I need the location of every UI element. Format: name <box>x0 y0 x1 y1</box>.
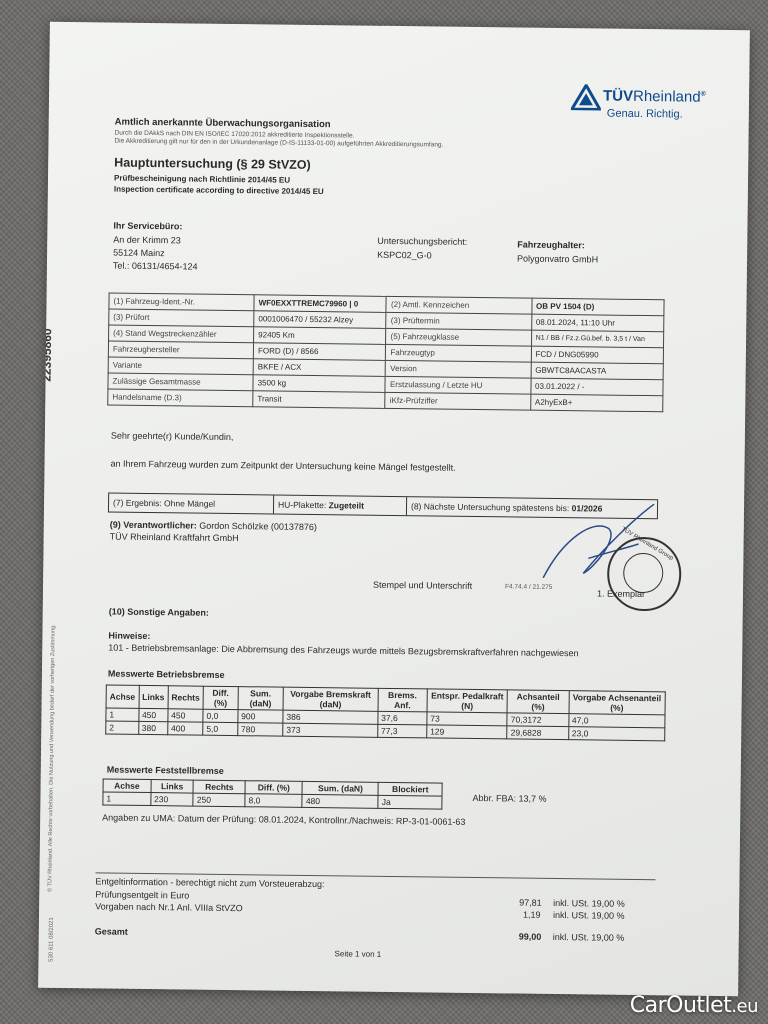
logo-reg: ® <box>700 90 706 98</box>
accreditation-line-2: Die Akkreditierung gilt nur für den in der Urkundenanlage (D-IS-11133-01-00) aufgeführten Akkreditierungsumfang. <box>114 137 444 149</box>
abbr-fba: Abbr. FBA: 13,7 % <box>472 792 547 804</box>
table-cell: 2 <box>106 721 139 734</box>
fee-line-1-vat: inkl. USt. 19,00 % <box>553 897 625 909</box>
variant-label: Variante <box>108 357 253 375</box>
version-label: Version <box>386 360 531 378</box>
odometer-label: (4) Stand Wegstreckenzähler <box>109 325 254 343</box>
plakette-value: Zugeteilt <box>328 500 365 511</box>
registration-label: Erstzulassung / Letzte HU <box>385 376 530 394</box>
column-header: Sum. (daN) <box>302 781 378 795</box>
uma-line: Angaben zu UMA: Datum der Prüfung: 08.01.2024, Kontrollnr./Nachweis: RP-3-01-0061-63 <box>102 812 466 827</box>
date-value: 08.01.2024, 11:10 Uhr <box>531 314 664 332</box>
column-header: Achse <box>106 685 139 708</box>
weight-value: 3500 kg <box>253 375 386 393</box>
caroutlet-watermark <box>630 993 758 1018</box>
margin-code: 530 611 08/2021 <box>48 917 55 962</box>
tuv-logo <box>567 82 748 130</box>
column-header: Links <box>139 685 168 708</box>
salutation: Sehr geehrte(r) Kunde/Kundin, <box>110 430 234 443</box>
doc-subtitle-de: Prüfbescheinigung nach Richtlinie 2014/45 EU <box>113 173 291 185</box>
fee-line-2-label: Vorgaben nach Nr.1 Anl. VIIIa StVZO <box>95 901 243 914</box>
copy-label: 1. Exemplar <box>596 588 646 600</box>
table-cell: 450 <box>138 708 167 721</box>
total-value: 99,00 <box>518 931 542 942</box>
table-cell: 250 <box>193 793 245 807</box>
table-cell: 373 <box>283 723 378 737</box>
check-digit-value: A2hyExB+ <box>530 394 663 412</box>
weight-label: Zulässige Gesamtmasse <box>108 373 253 391</box>
table-cell: 480 <box>302 794 378 808</box>
parking-brake-table <box>102 778 442 809</box>
watermark-tld: .eu <box>731 996 758 1017</box>
doc-title: Hauptuntersuchung (§ 29 StVZO) <box>114 155 311 172</box>
variant-value: BKFE / ACX <box>253 359 386 377</box>
fee-line-2-value: 1,19 <box>522 909 541 920</box>
inspection-certificate <box>38 22 750 996</box>
accreditation-line-1: Durch die DAkkS nach DIN EN ISO/IEC 17020:2012 akkreditierte Inspektionsstelle. <box>114 129 355 140</box>
trade-name-value: Transit <box>253 391 386 409</box>
owner-label: Fahrzeughalter: <box>517 239 585 251</box>
total-vat: inkl. USt. 19,00 % <box>552 931 625 943</box>
fees-info: Entgeltinformation - berechtigt nicht zum Vorsteuerabzug: <box>95 876 325 890</box>
stamp-text: TÜV Rheinland Group <box>620 526 675 562</box>
watermark-brand: CarOutlet <box>629 993 732 1018</box>
fee-line-1-label: Prüfungsentgelt in Euro <box>95 889 190 901</box>
next-inspection-label: (8) Nächste Untersuchung spätestens bis: <box>410 501 570 514</box>
table-cell: 73 <box>427 712 508 726</box>
column-header: Links <box>151 780 194 794</box>
plate-value: OB PV 1504 (D) <box>531 298 664 316</box>
column-header: Rechts <box>168 686 204 709</box>
service-brake-table <box>105 684 666 741</box>
table-cell: 386 <box>283 710 378 724</box>
class-value: N1 / BB / Fz.z.Gü.bef. b. 3,5 t / Van <box>531 330 664 348</box>
plate-label: (2) Amtl. Kennzeichen <box>386 296 531 314</box>
service-brake-title: Messwerte Betriebsbremse <box>107 668 225 680</box>
column-header: Entspr. Pedalkraft (N) <box>427 689 508 713</box>
parking-brake-title: Messwerte Feststellbremse <box>106 764 224 776</box>
table-cell: 29,6828 <box>507 726 568 740</box>
column-header: Brems. Anf. <box>378 688 427 712</box>
notes-text: 101 - Betriebsbremsanlage: Die Abbremsung des Fahrzeugs wurde mittels Bezugsbremskraftverfahren nachgewiesen <box>108 642 579 659</box>
table-cell: 37,6 <box>378 711 427 725</box>
other-info-label: (10) Sonstige Angaben: <box>108 606 209 618</box>
serial-number: 22395860 <box>39 328 55 382</box>
table-cell: 400 <box>167 722 202 735</box>
responsible-label: (9) Verantwortlicher: <box>109 519 197 531</box>
column-header: Vorgabe Bremskraft (daN) <box>283 687 378 711</box>
next-inspection-value: 01/2026 <box>571 503 603 514</box>
table-cell: 230 <box>150 793 193 807</box>
fee-line-1-value: 97,81 <box>519 897 542 908</box>
logo-brand-a: TÜV <box>602 87 634 105</box>
table-cell: 5,0 <box>203 722 238 735</box>
owner-value: Polygonvatro GmbH <box>517 253 599 265</box>
fee-line-2-vat: inkl. USt. 19,00 % <box>552 909 625 921</box>
report-value: KSPC02_G-0 <box>377 249 432 261</box>
vin-label: (1) Fahrzeug-Ident.-Nr. <box>109 293 254 311</box>
result-ergebnis: (7) Ergebnis: Ohne Mängel <box>109 494 274 514</box>
org-title: Amtlich anerkannte Überwachungsorganisation <box>114 116 331 131</box>
table-cell: 0,0 <box>203 709 238 722</box>
official-stamp <box>607 526 682 612</box>
signature-code: F4.74.4 / 21.275 <box>505 583 553 591</box>
table-cell: 780 <box>237 723 282 737</box>
table-cell: 1 <box>103 792 151 806</box>
service-office-phone: Tel.: 06131/4654-124 <box>112 260 198 272</box>
column-header: Sum. (daN) <box>238 687 284 711</box>
column-header: Rechts <box>193 780 245 794</box>
logo-brand-b: Rheinland <box>632 87 701 106</box>
plakette-label: HU-Plakette: <box>277 499 327 511</box>
column-header: Vorgabe Achsenanteil (%) <box>569 691 666 715</box>
page-number: Seite 1 von 1 <box>334 949 382 959</box>
vin-value: WF0EXXTTREMC79960 | 0 <box>254 295 387 313</box>
table-cell: 900 <box>238 710 283 724</box>
table-cell: 47,0 <box>568 714 665 728</box>
notes-label: Hinweise: <box>108 630 151 642</box>
manufacturer-value: FORD (D) / 8566 <box>253 343 386 361</box>
trade-name-label: Handelsname (D.3) <box>108 389 253 407</box>
table-cell: 70,3172 <box>507 713 568 727</box>
doc-subtitle-en: Inspection certificate according to directive 2014/45 EU <box>113 184 324 197</box>
service-office-label: Ihr Servicebüro: <box>113 220 183 232</box>
version-value: GBWTC8AACASTA <box>531 362 664 380</box>
margin-legal: © TÜV Rheinland. Alle Rechte vorbehalten. Die Nutzung und Verwendung bedarf der vorherigen Zustimmung. <box>47 624 57 892</box>
column-header: Diff. (%) <box>245 781 302 795</box>
location-value: 0001006470 / 55232 Alzey <box>254 311 387 329</box>
column-header: Achse <box>103 779 151 793</box>
logo-slogan: Genau. Richtig. <box>606 107 683 121</box>
table-cell: 23,0 <box>568 727 665 741</box>
odometer-value: 92405 Km <box>254 327 387 345</box>
table-cell: 450 <box>168 709 203 722</box>
date-label: (3) Prüftermin <box>386 312 531 330</box>
type-label: Fahrzeugtyp <box>386 344 531 362</box>
table-cell: 1 <box>106 708 139 721</box>
column-header: Diff. (%) <box>203 686 238 709</box>
signature-label: Stempel und Unterschrift <box>373 579 473 591</box>
table-cell: 77,3 <box>377 724 426 738</box>
column-header: Blockiert <box>378 782 442 796</box>
responsible-company: TÜV Rheinland Kraftfahrt GmbH <box>109 531 239 544</box>
type-value: FCD / DNG05990 <box>531 346 664 364</box>
manufacturer-label: Fahrzeughersteller <box>108 341 253 359</box>
registration-value: 03.01.2022 / - <box>530 378 663 396</box>
total-label: Gesamt <box>94 926 128 937</box>
column-header: Achsanteil (%) <box>507 690 568 714</box>
service-office-street: An der Krimm 23 <box>113 234 181 246</box>
table-cell: Ja <box>378 795 442 809</box>
table-row <box>103 792 442 809</box>
location-label: (3) Prüfort <box>109 309 254 327</box>
check-digit-label: iKfz-Prüfziffer <box>385 392 530 410</box>
report-label: Untersuchungsbericht: <box>377 235 468 247</box>
table-cell: 380 <box>138 721 167 734</box>
service-office-city: 55124 Mainz <box>113 247 165 259</box>
table-cell: 8,0 <box>245 794 302 808</box>
statement: an Ihrem Fahrzeug wurden zum Zeitpunkt der Untersuchung keine Mängel festgestellt. <box>110 458 456 473</box>
tuv-triangle-icon <box>571 84 601 110</box>
table-cell: 129 <box>427 725 508 739</box>
vehicle-data-table <box>107 292 664 412</box>
class-label: (5) Fahrzeugklasse <box>386 328 531 346</box>
responsible-name: Gordon Schölzke (00137876) <box>199 520 317 533</box>
